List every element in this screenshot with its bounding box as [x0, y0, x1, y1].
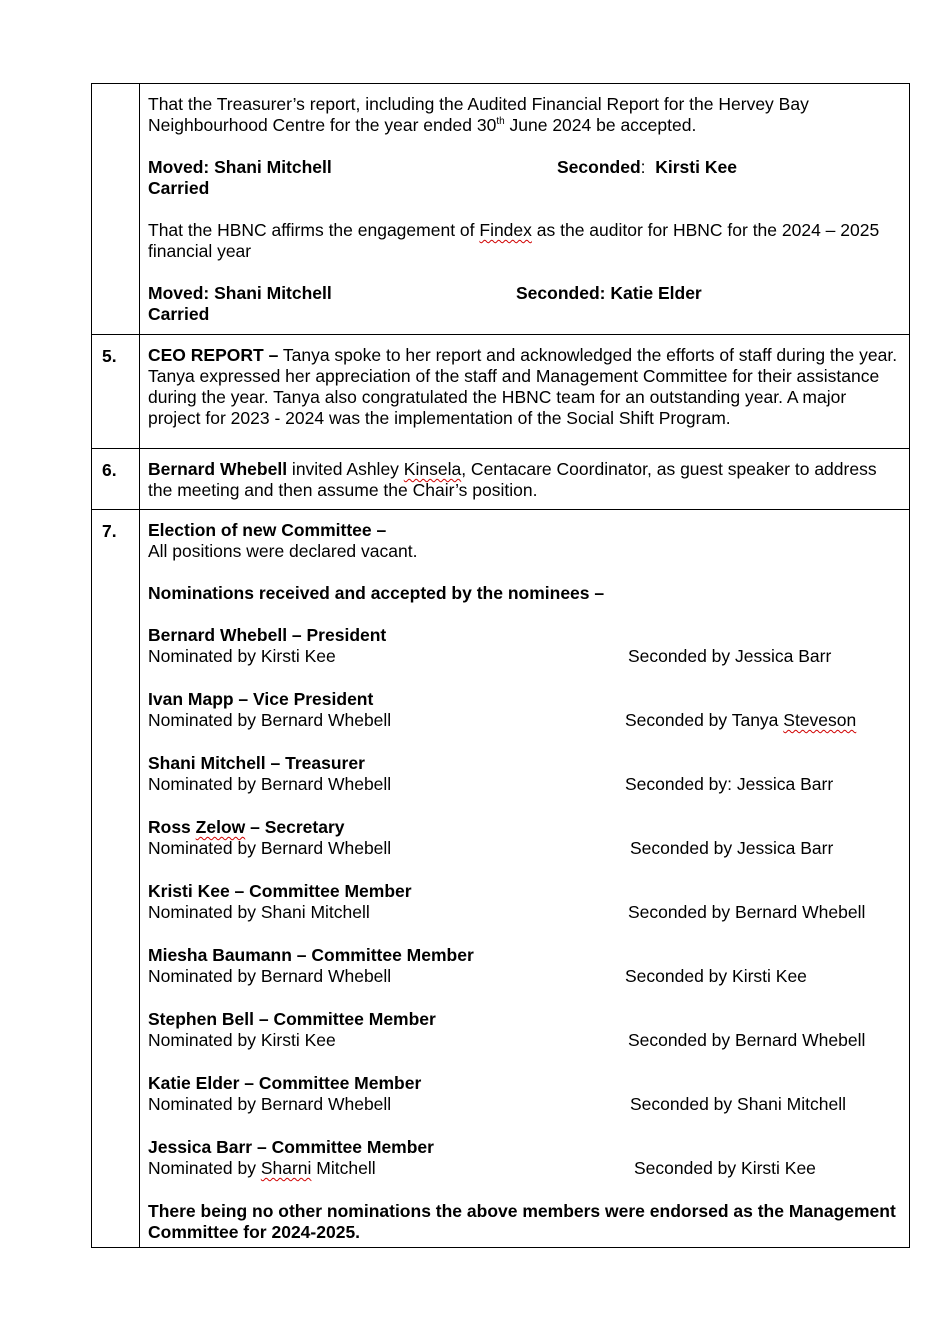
item-body [140, 449, 910, 510]
vacant-text: All positions were declared vacant. [148, 541, 418, 561]
nominated-by: Nominated by Bernard Whebell [148, 966, 392, 986]
nominee-title: Jessica Barr – Committee Member [148, 1137, 434, 1157]
seconded-by: Seconded by Jessica Barr [630, 838, 834, 858]
item-body [140, 335, 910, 449]
nominee-block [148, 945, 899, 987]
nominee-block [148, 753, 899, 795]
nominee-title: Katie Elder – Committee Member [148, 1073, 422, 1093]
auditor-motion: That the HBNC affirms the engagement of Findex as the auditor for HBNC for the 2024 – 2025 financial year [148, 220, 880, 261]
nominated-by: Nominated by Bernard Whebell [148, 774, 392, 794]
carried-text: Carried [148, 304, 210, 324]
item-number: 7. [92, 510, 140, 1248]
nominated-by: Nominated by Bernard Whebell [148, 1094, 392, 1114]
minutes-row-5 [92, 335, 910, 449]
nominee-title: Ross Zelow – Secretary [148, 817, 345, 837]
item-number: 6. [92, 449, 140, 510]
seconded-by: Seconded by: Jessica Barr [625, 774, 834, 794]
nominations-heading: Nominations received and accepted by the nominees – [148, 583, 605, 603]
nominee-title: Ivan Mapp – Vice President [148, 689, 374, 709]
item-number [92, 84, 140, 335]
nominee-title: Shani Mitchell – Treasurer [148, 753, 365, 773]
minutes-table [91, 83, 910, 1248]
nominee-block [148, 1137, 899, 1179]
minutes-row-7 [92, 510, 910, 1248]
moved-seconded-line [148, 157, 899, 178]
seconded-by: Seconded by Bernard Whebell [628, 1030, 866, 1050]
seconded-by: Seconded by Kirsti Kee [625, 966, 807, 986]
nominated-by: Nominated by Sharni Mitchell [148, 1158, 376, 1178]
seconded-by: Seconded by Bernard Whebell [628, 902, 866, 922]
nominated-by: Nominated by Bernard Whebell [148, 710, 392, 730]
guest-speaker-text: Bernard Whebell invited Ashley Kinsela, Centacare Coordinator, as guest speaker to address the meeting and then assume the Chair’s position. [148, 459, 877, 500]
nominee-title: Kristi Kee – Committee Member [148, 881, 412, 901]
seconded-text: Seconded: Katie Elder [516, 283, 702, 303]
election-heading: Election of new Committee – [148, 520, 387, 540]
seconded-by: Seconded by Kirsti Kee [634, 1158, 816, 1178]
item-body [140, 510, 910, 1248]
seconded-text: Seconded: Kirsti Kee [557, 157, 737, 177]
nominee-block [148, 689, 899, 731]
nominee-block [148, 881, 899, 923]
nominated-by: Nominated by Bernard Whebell [148, 838, 392, 858]
minutes-row-4 [92, 84, 910, 335]
nominee-block [148, 625, 899, 667]
nominee-block [148, 1073, 899, 1115]
nominee-title: Stephen Bell – Committee Member [148, 1009, 436, 1029]
treasurer-motion: That the Treasurer’s report, including the Audited Financial Report for the Hervey Bay Neighbourhood Centre for the year ended 30th June 2024 be accepted. [148, 94, 809, 135]
ceo-report-text: CEO REPORT – Tanya spoke to her report and acknowledged the efforts of staff during the year. Tanya expressed her appreciation of the staff and Management Committee for their assistance during the year. Tanya also congratulated the HBNC team for an outstanding year. A major project for 2023 - 2024 was the implementation of the Social Shift Program. [148, 345, 898, 428]
seconded-by: Seconded by Shani Mitchell [630, 1094, 846, 1114]
nominee-title: Bernard Whebell – President [148, 625, 387, 645]
nominated-by: Nominated by Shani Mitchell [148, 902, 370, 922]
item-number: 5. [92, 335, 140, 449]
minutes-row-6 [92, 449, 910, 510]
conclusion-text: There being no other nominations the above members were endorsed as the Management Committee for 2024-2025. [148, 1201, 896, 1242]
moved-text: Moved: Shani Mitchell [148, 157, 332, 177]
nominee-title: Miesha Baumann – Committee Member [148, 945, 474, 965]
seconded-by: Seconded by Tanya Steveson [625, 710, 857, 730]
nominated-by: Nominated by Kirsti Kee [148, 646, 336, 666]
seconded-by: Seconded by Jessica Barr [628, 646, 832, 666]
nominee-block [148, 817, 899, 859]
moved-text: Moved: Shani Mitchell [148, 283, 332, 303]
nominated-by: Nominated by Kirsti Kee [148, 1030, 336, 1050]
moved-seconded-line [148, 283, 899, 304]
nominee-block [148, 1009, 899, 1051]
item-body [140, 84, 910, 335]
carried-text: Carried [148, 178, 210, 198]
